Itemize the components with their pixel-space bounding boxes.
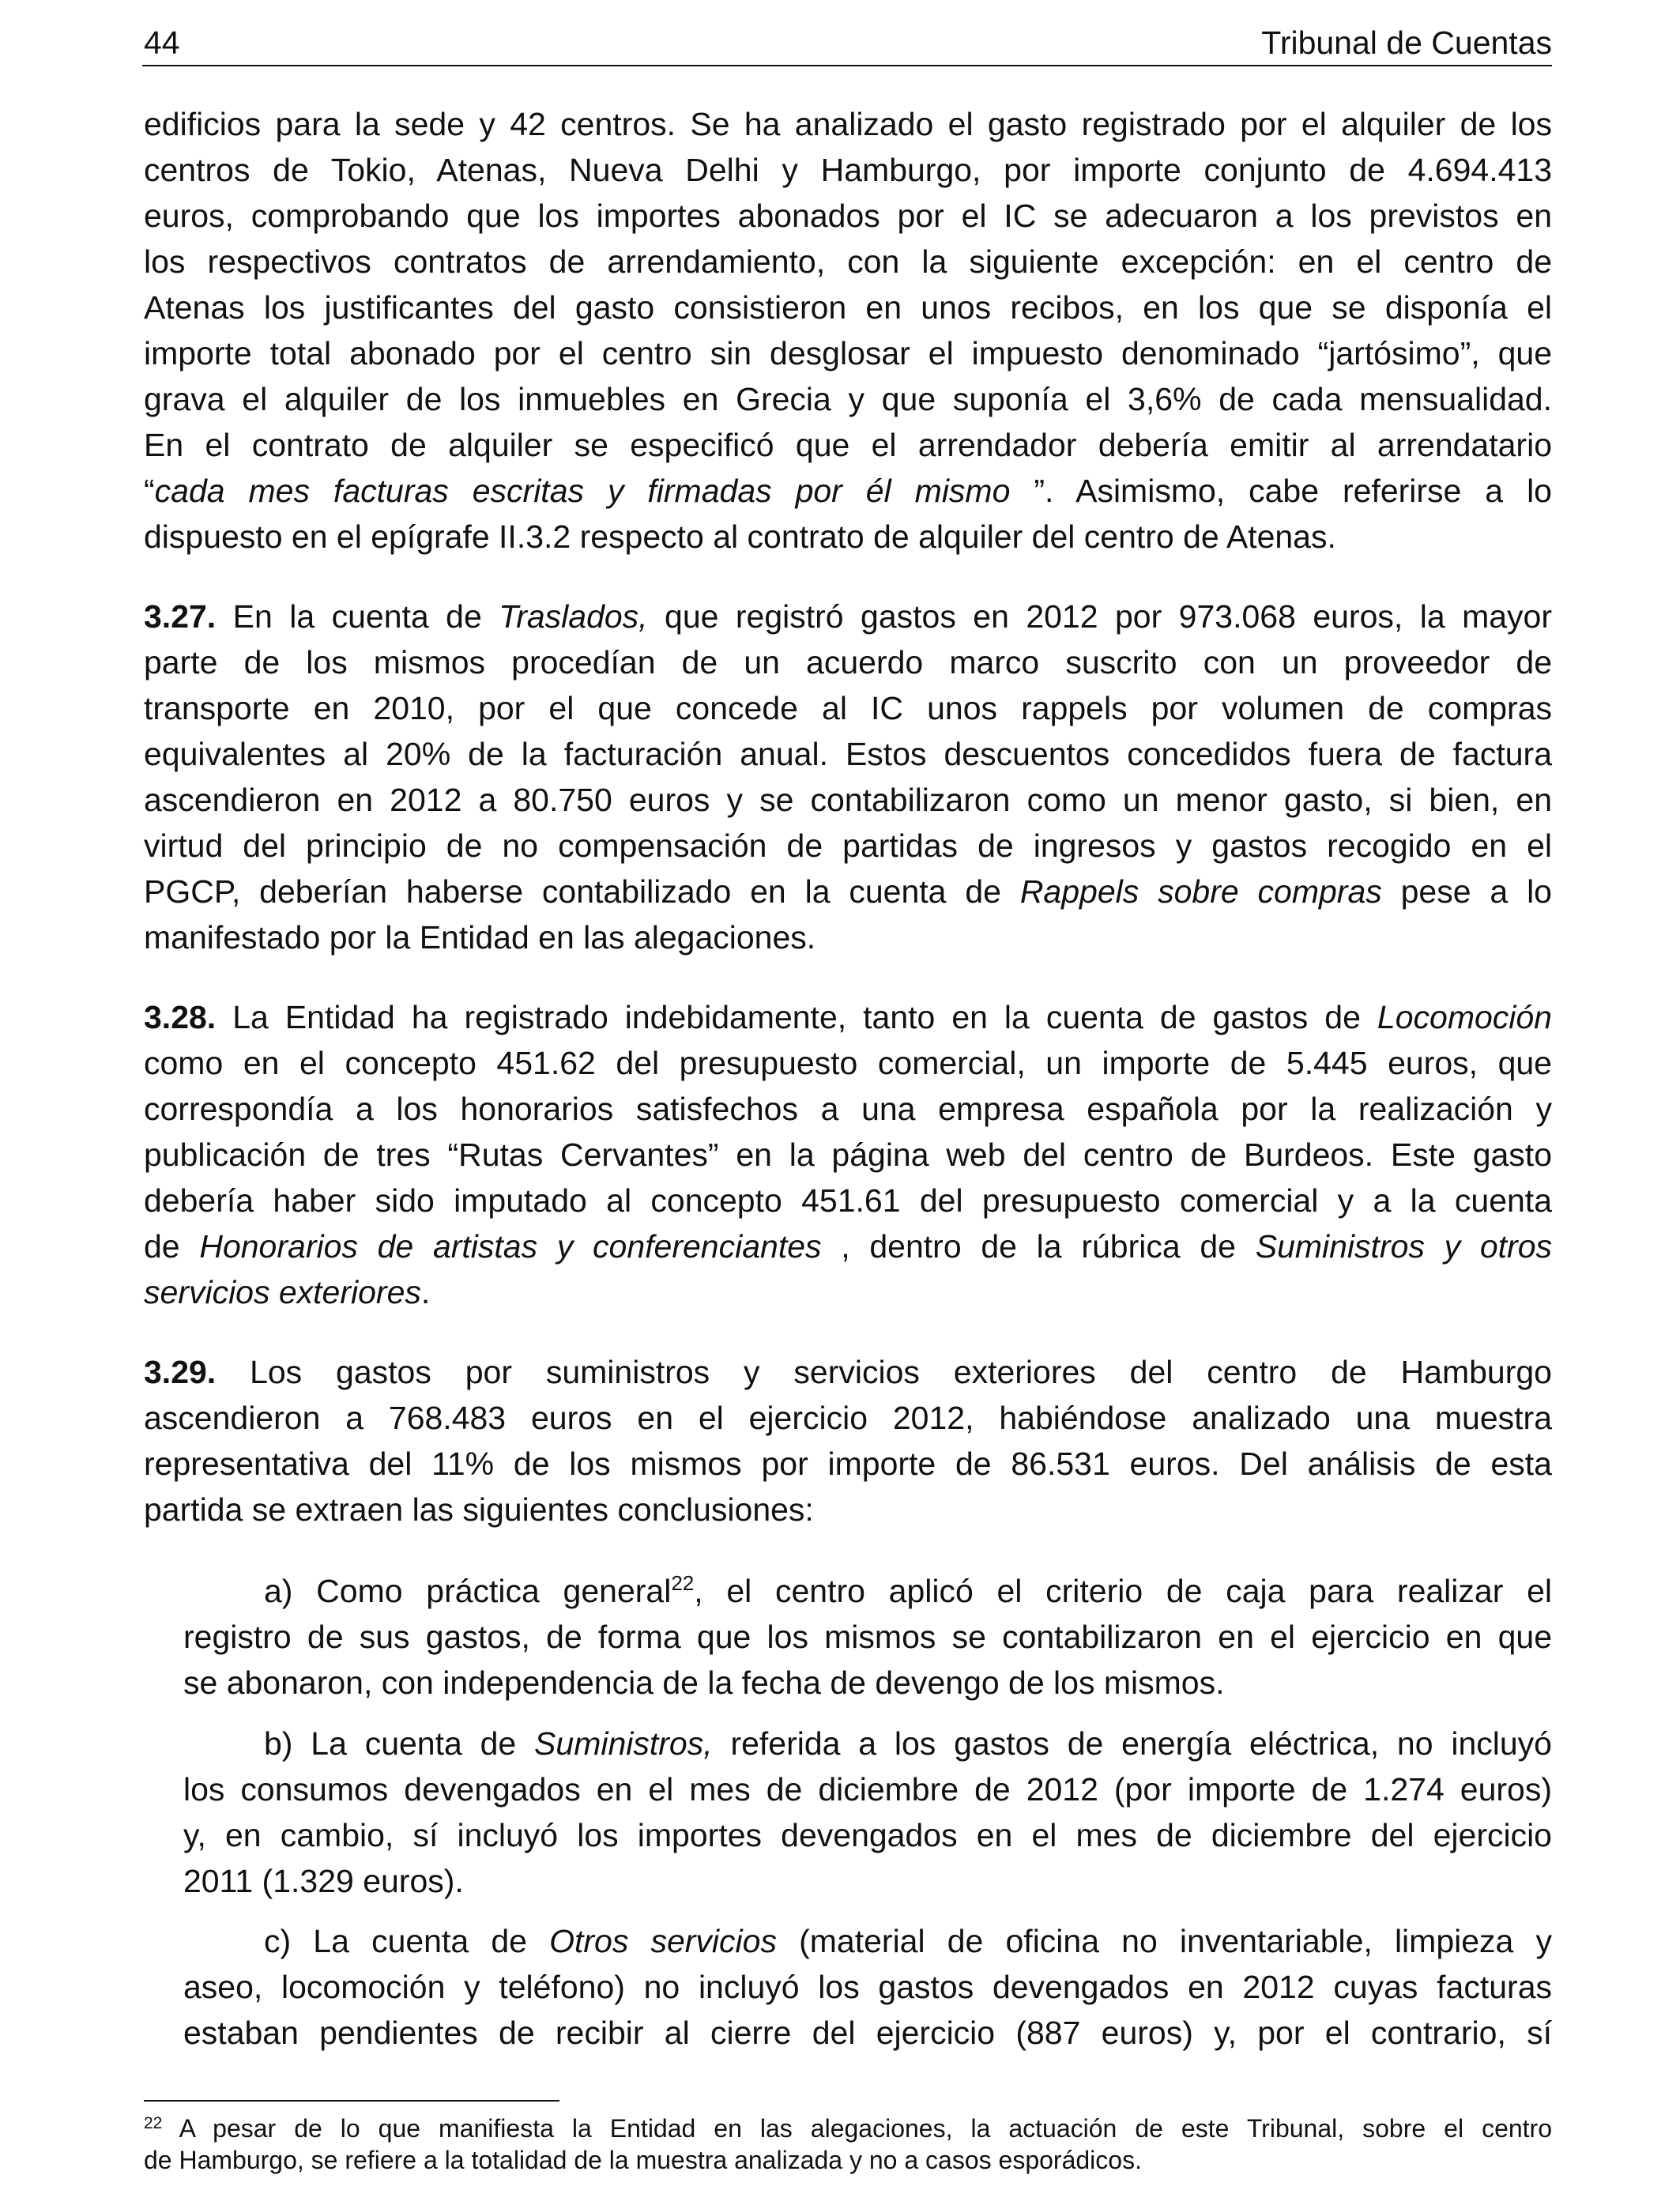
page-number: 44: [144, 25, 180, 61]
text-line: aseo, locomoción y teléfono) no incluyó los gastos devengados en 2012 cuyas facturas: [183, 1969, 1552, 2005]
text-run: ”. Asimismo, cabe referirse a lo: [1034, 473, 1552, 509]
text-line: partida se extraen las siguientes conclusiones:: [144, 1491, 814, 1528]
text-line: y, en cambio, sí incluyó los importes devengados en el mes de diciembre del ejercicio: [183, 1817, 1552, 1853]
text-line: [264, 1568, 1552, 1614]
text-line: registro de sus gastos, de forma que los mismos se contabilizaron en el ejercicio en que: [183, 1619, 1552, 1655]
text-run: a) Como práctica general: [264, 1573, 672, 1609]
text-line: correspondía a los honorarios satisfechos a una empresa española por la realización y: [144, 1091, 1552, 1127]
section-number: 3.27.: [144, 598, 217, 635]
text-run: Los gastos por suministros y servicios exteriores del centro de Hamburgo: [250, 1354, 1552, 1390]
text-run: , el centro aplicó el criterio de caja para realizar el: [694, 1573, 1552, 1609]
text-line: ascendieron a 768.483 euros en el ejercicio 2012, habiéndose analizado una muestra: [144, 1400, 1552, 1436]
footnote-line: [144, 2113, 1552, 2148]
text-line: publicación de tres “Rutas Cervantes” en la página web del centro de Burdeos. Este gasto: [144, 1137, 1552, 1173]
text-line: grava el alquiler de los inmuebles en Grecia y que suponía el 3,6% de cada mensualidad.: [144, 381, 1552, 417]
text-line: [264, 1721, 1552, 1766]
text-line: [144, 1269, 1552, 1315]
header-title: Tribunal de Cuentas: [1261, 25, 1552, 61]
text-run: referida a los gastos de energía eléctrica, no incluyó: [730, 1725, 1552, 1762]
section-number: 3.29.: [144, 1354, 217, 1390]
italic-term: servicios exteriores: [144, 1274, 421, 1310]
italic-term: Honorarios de artistas y conferenciantes: [199, 1228, 822, 1265]
text-line: manifestado por la Entidad en las alegaciones.: [144, 919, 816, 956]
italic-term: Rappels sobre compras: [1019, 873, 1382, 910]
text-run: b) La cuenta de: [264, 1725, 535, 1762]
footnote-reference[interactable]: 22: [671, 1571, 695, 1595]
text-line: representativa del 11% de los mismos por importe de 86.531 euros. Del análisis de esta: [144, 1446, 1552, 1482]
text-line: Atenas los justificantes del gasto consistieron en unos recibos, en los que se disponía el: [144, 289, 1552, 326]
text-run: pese a lo: [1400, 873, 1552, 910]
text-line: importe total abonado por el centro sin desglosar el impuesto denominado “jartósimo”, que: [144, 335, 1552, 371]
footnote-line: de Hamburgo, se refiere a la totalidad de la muestra analizada y no a casos esporádicos.: [144, 2146, 1142, 2174]
text-run: En la cuenta de: [232, 598, 499, 635]
text-line: equivalentes al 20% de la facturación anual. Estos descuentos concedidos fuera de factura: [144, 736, 1552, 772]
italic-term: Traslados,: [499, 598, 648, 635]
text-run: , dentro de la rúbrica de: [841, 1228, 1256, 1265]
text-run: A pesar de lo que manifiesta la Entidad en las alegaciones, la actuación de este Tribunal, sobre el centro: [162, 2114, 1552, 2143]
text-line: [264, 1918, 1552, 1964]
text-line: dispuesto en el epígrafe II.3.2 respecto al contrato de alquiler del centro de Atenas.: [144, 518, 1336, 555]
text-line: [144, 468, 1552, 514]
text-line: [144, 1223, 1552, 1269]
header-rule: [142, 65, 1552, 66]
footnote-mark: 22: [144, 2114, 163, 2132]
text-line: debería haber sido imputado al concepto 451.61 del presupuesto comercial y a la cuenta: [144, 1182, 1552, 1219]
text-line: [144, 1349, 1552, 1395]
footnote-divider: [144, 2100, 559, 2102]
text-line: En el contrato de alquiler se especificó que el arrendador debería emitir al arrendatario: [144, 427, 1552, 463]
text-line: 2011 (1.329 euros).: [183, 1863, 464, 1899]
italic-term: Locomoción: [1377, 999, 1552, 1035]
text-line: transporte en 2010, por el que concede al IC unos rappels por volumen de compras: [144, 690, 1552, 726]
text-line: centros de Tokio, Atenas, Nueva Delhi y Hamburgo, por importe conjunto de 4.694.413: [144, 152, 1552, 188]
text-line: se abonaron, con independencia de la fecha de devengo de los mismos.: [183, 1664, 1225, 1701]
text-line: estaban pendientes de recibir al cierre del ejercicio (887 euros) y, por el contrario, sí: [183, 2015, 1552, 2051]
text-line: [144, 869, 1552, 914]
text-run: c) La cuenta de: [264, 1923, 550, 1959]
italic-term: Suministros y otros: [1255, 1228, 1552, 1265]
text-run: .: [420, 1274, 431, 1310]
text-line: parte de los mismos procedían de un acuerdo marco suscrito con un proveedor de: [144, 644, 1552, 680]
text-run: de: [144, 1228, 200, 1265]
text-line: ascendieron en 2012 a 80.750 euros y se contabilizaron como un menor gasto, si bien, en: [144, 782, 1552, 818]
text-line: virtud del principio de no compensación de partidas de ingresos y gastos recogido en el: [144, 827, 1552, 864]
text-run: (material de oficina no inventariable, limpieza y: [799, 1923, 1552, 1959]
text-line: como en el concepto 451.62 del presupuesto comercial, un importe de 5.445 euros, que: [144, 1045, 1552, 1081]
text-line: euros, comprobando que los importes abonados por el IC se adecuaron a los previstos en: [144, 198, 1552, 234]
italic-term: Suministros,: [534, 1725, 713, 1762]
text-line: edificios para la sede y 42 centros. Se ha analizado el gasto registrado por el alquiler de los: [144, 106, 1552, 142]
section-number: 3.28.: [144, 999, 217, 1035]
text-line: [144, 994, 1552, 1040]
text-run: La Entidad ha registrado indebidamente, tanto en la cuenta de gastos de: [232, 999, 1377, 1035]
text-line: los respectivos contratos de arrendamiento, con la siguiente excepción: en el centro de: [144, 243, 1552, 280]
text-line: los consumos devengados en el mes de diciembre de 2012 (por importe de 1.274 euros): [183, 1771, 1552, 1808]
italic-quote: cada mes facturas escritas y firmadas por él mismo: [154, 473, 1011, 509]
text-run: que registró gastos en 2012 por 973.068 euros, la mayor: [665, 598, 1552, 635]
text-run: PGCP, deberían haberse contabilizado en la cuenta de: [144, 873, 1020, 910]
text-run: “: [144, 473, 155, 509]
italic-term: Otros servicios: [549, 1923, 777, 1959]
text-line: [144, 594, 1552, 639]
